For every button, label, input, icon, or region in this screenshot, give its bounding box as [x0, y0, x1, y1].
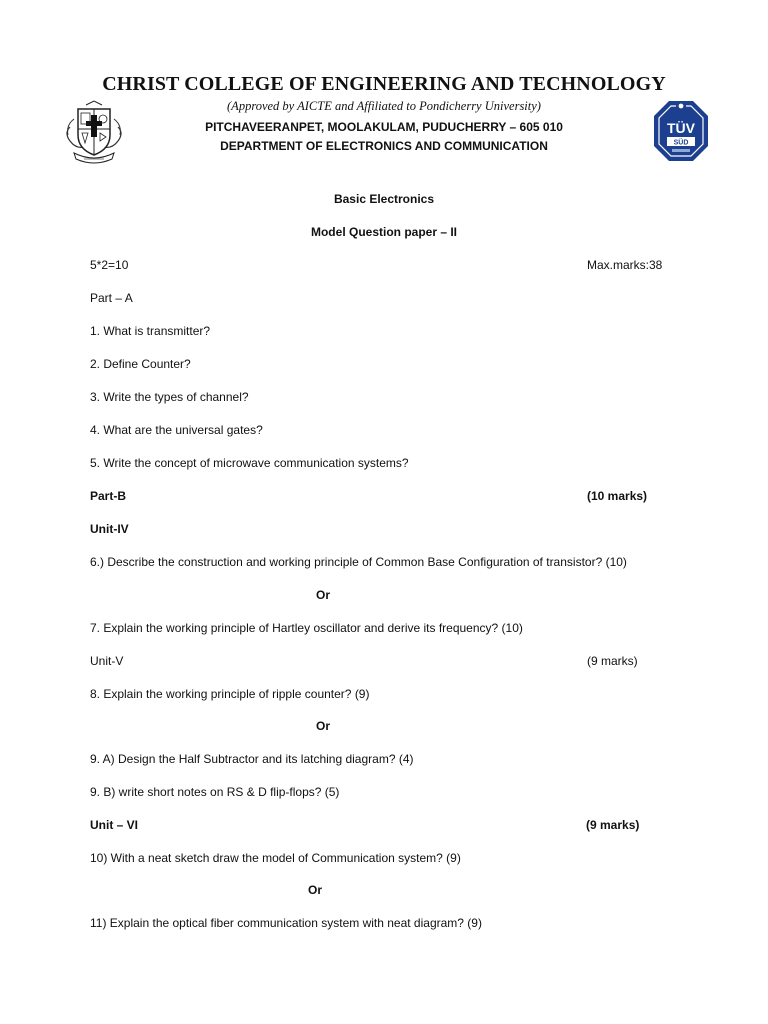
question-7: 7. Explain the working principle of Hartley oscillator and derive its frequency? (10) [90, 621, 523, 635]
question-10: 10) With a neat sketch draw the model of Communication system? (9) [90, 851, 461, 865]
marks-formula: 5*2=10 [90, 258, 129, 272]
college-address: PITCHAVEERANPET, MOOLAKULAM, PUDUCHERRY – 605 010 [205, 120, 563, 134]
or-separator-unit-v: Or [316, 719, 331, 733]
unit-v-heading: Unit-V [90, 654, 124, 668]
tuv-sud-certification-logo [652, 99, 710, 163]
question-5: 5. Write the concept of microwave communication systems? [90, 456, 409, 470]
sud-logo-text: SÜD [673, 139, 689, 147]
unit-iv-heading: Unit-IV [90, 522, 129, 536]
unit-v-marks: (9 marks) [587, 654, 638, 668]
question-9b: 9. B) write short notes on RS & D flip-flops? (5) [90, 785, 340, 799]
or-separator-unit-vi: Or [308, 883, 323, 897]
college-emblem-logo [60, 99, 128, 165]
question-2: 2. Define Counter? [90, 357, 191, 371]
part-a-heading: Part – A [90, 291, 133, 305]
part-b-heading: Part-B [90, 489, 127, 503]
question-4: 4. What are the universal gates? [90, 423, 263, 437]
unit-vi-marks: (9 marks) [586, 818, 640, 832]
subject-title: Basic Electronics [333, 192, 435, 206]
question-8: 8. Explain the working principle of ripple counter? (9) [90, 687, 370, 701]
question-1: 1. What is transmitter? [90, 324, 211, 338]
part-b-marks: (10 marks) [587, 489, 648, 503]
approval-line: (Approved by AICTE and Affiliated to Pondicherry University) [227, 99, 541, 113]
question-6: 6.) Describe the construction and working principle of Common Base Configuration of transistor? (10) [90, 555, 627, 569]
unit-vi-heading: Unit – VI [90, 818, 139, 832]
max-marks: Max.marks:38 [587, 258, 663, 272]
question-9a: 9. A) Design the Half Subtractor and its latching diagram? (4) [90, 752, 414, 766]
college-name: CHRIST COLLEGE OF ENGINEERING AND TECHNOLOGY [102, 73, 666, 95]
paper-title: Model Question paper – II [310, 225, 458, 239]
department-name: DEPARTMENT OF ELECTRONICS AND COMMUNICATION [220, 139, 548, 153]
tuv-logo-text: TÜV [667, 120, 695, 136]
or-separator-unit-iv: Or [316, 588, 331, 602]
question-11: 11) Explain the optical fiber communication system with neat diagram? (9) [90, 916, 482, 930]
question-3: 3. Write the types of channel? [90, 390, 249, 404]
